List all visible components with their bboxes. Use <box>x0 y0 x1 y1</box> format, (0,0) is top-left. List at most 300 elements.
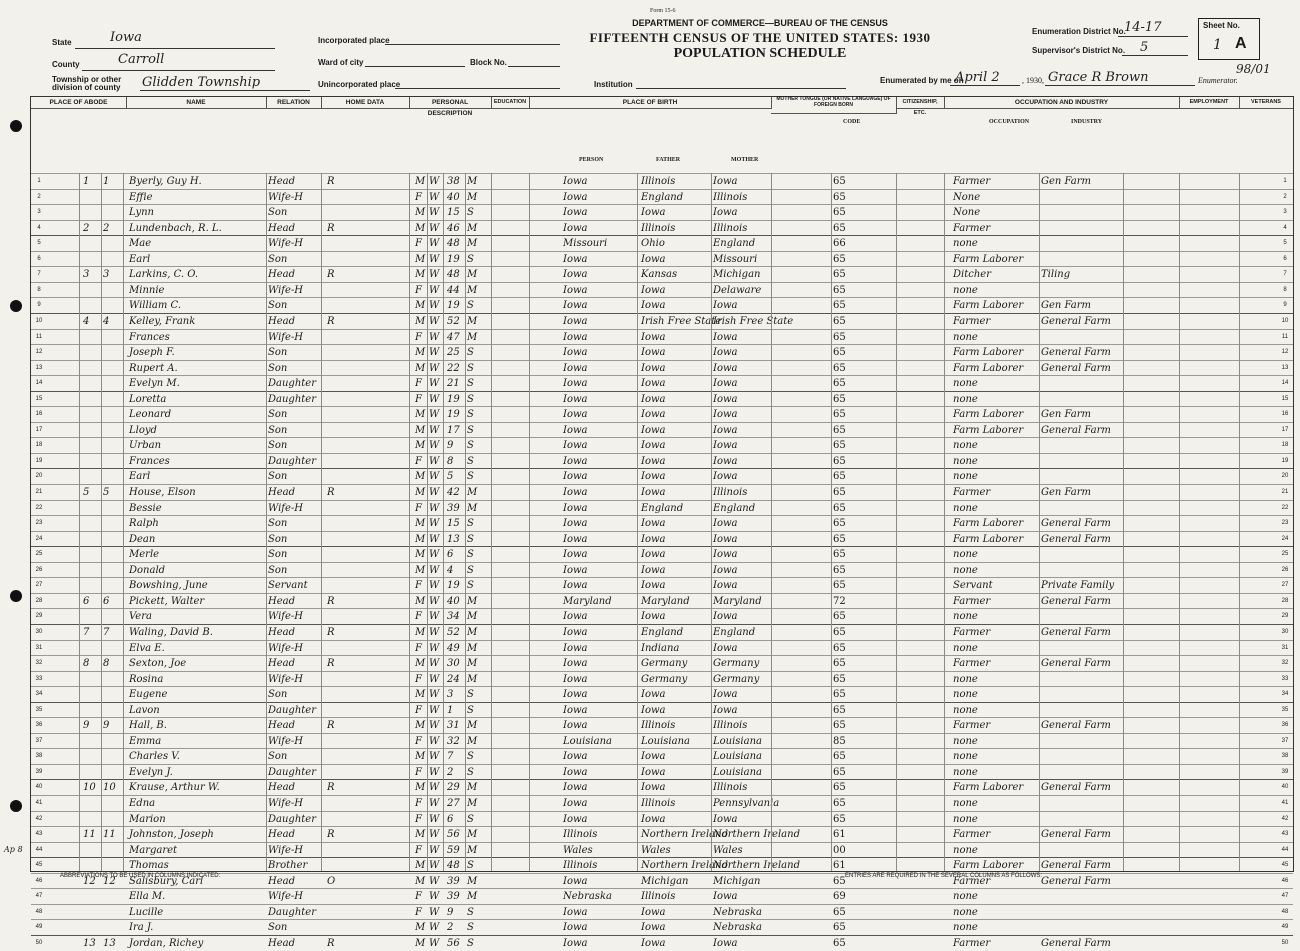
industry: Gen Farm <box>1041 300 1092 312</box>
person-name: Effie <box>129 191 153 203</box>
dwelling-number <box>83 423 101 438</box>
birthplace-father: Kansas <box>641 269 678 281</box>
birthplace-father: Iowa <box>641 471 666 483</box>
relation: Head <box>268 782 296 794</box>
person-name: Thomas <box>129 860 169 872</box>
occupation: Farmer <box>953 937 991 949</box>
home-tenure <box>327 703 339 718</box>
line-number-right: 27 <box>1281 582 1289 589</box>
occupation: Farmer <box>953 176 991 187</box>
marital-status: S <box>467 440 474 452</box>
home-tenure <box>327 843 339 858</box>
birthplace-mother: Iowa <box>713 440 738 452</box>
line-number: 5 <box>37 240 41 247</box>
table-row <box>31 717 1293 733</box>
birthplace-person: Iowa <box>563 766 588 778</box>
dwelling-number <box>83 454 101 469</box>
dwelling-number <box>83 920 101 935</box>
marital-status: S <box>467 906 474 918</box>
home-tenure <box>327 423 339 438</box>
birthplace-mother: Iowa <box>713 471 738 483</box>
birthplace-person: Iowa <box>563 533 588 545</box>
subhead-mother: MOTHER <box>731 157 759 163</box>
relation: Wife-H <box>268 891 304 903</box>
family-number <box>103 765 121 780</box>
table-row <box>31 857 1293 873</box>
table-row <box>31 873 1293 889</box>
line-number: 49 <box>35 924 43 931</box>
marital-status: M <box>467 284 478 296</box>
industry <box>1041 672 1123 687</box>
marital-status: M <box>467 735 478 747</box>
age: 40 <box>447 191 460 203</box>
nativity-code: 65 <box>833 626 846 638</box>
table-row <box>31 360 1293 376</box>
dwelling-number <box>83 812 101 827</box>
birthplace-person: Iowa <box>563 424 588 436</box>
industry <box>1041 920 1123 935</box>
home-tenure <box>327 532 339 547</box>
occupation: Farmer <box>953 626 991 638</box>
line-number: 36 <box>35 722 43 729</box>
column-divider <box>101 173 102 871</box>
line-number: 34 <box>35 691 43 698</box>
industry <box>1041 501 1123 516</box>
subhead-father: FATHER <box>656 157 681 163</box>
column-divider <box>831 173 832 871</box>
table-row <box>31 702 1293 718</box>
industry <box>1041 221 1123 236</box>
dwelling-number <box>83 765 101 780</box>
industry <box>1041 438 1123 453</box>
occupation: none <box>953 378 978 390</box>
age: 15 <box>447 207 460 219</box>
marital-status: M <box>467 222 478 234</box>
industry <box>1041 190 1123 205</box>
nativity-code: 65 <box>833 347 846 359</box>
marital-status: M <box>467 626 478 638</box>
birthplace-mother: Iowa <box>713 813 738 825</box>
enumerator-name: Grace R Brown <box>1048 70 1149 85</box>
sex: F <box>415 813 422 825</box>
birthplace-father: Iowa <box>641 253 666 265</box>
group-veterans: VETERANS <box>1239 97 1293 109</box>
person-name: Waling, David B. <box>129 626 213 638</box>
sex: M <box>415 487 426 498</box>
line-number-right: 34 <box>1281 691 1289 698</box>
person-name: Donald <box>129 564 166 576</box>
column-divider <box>944 173 945 871</box>
birthplace-father: Irish Free State <box>641 315 722 327</box>
age: 29 <box>447 782 460 794</box>
industry: General Farm <box>1041 362 1111 374</box>
industry <box>1041 843 1123 858</box>
subhead-industry: INDUSTRY <box>1071 119 1103 125</box>
birthplace-person: Iowa <box>563 331 588 343</box>
marital-status: S <box>467 347 474 359</box>
race: W <box>429 378 440 390</box>
birthplace-father: England <box>641 626 684 638</box>
marital-status: S <box>467 860 474 872</box>
group-name: NAME <box>126 97 267 109</box>
table-row <box>31 531 1293 547</box>
dwelling-number <box>83 190 101 205</box>
sex: M <box>415 626 426 638</box>
line-number-right: 20 <box>1281 473 1289 480</box>
line-number-right: 48 <box>1281 908 1289 915</box>
race: W <box>429 580 440 592</box>
birthplace-mother: Iowa <box>713 704 738 716</box>
birthplace-father: Indiana <box>641 642 680 654</box>
race: W <box>429 673 440 685</box>
relation: Son <box>268 549 288 561</box>
family-number <box>103 687 121 702</box>
race: W <box>429 611 440 623</box>
relation: Son <box>268 533 288 545</box>
occupation: Farm Laborer <box>953 253 1024 265</box>
home-tenure: R <box>327 269 335 281</box>
birthplace-father: Illinois <box>641 891 676 903</box>
birthplace-mother: England <box>713 502 756 514</box>
person-name: Bowshing, June <box>129 580 208 592</box>
nativity-code: 65 <box>833 455 846 467</box>
line-number-right: 33 <box>1281 675 1289 682</box>
birthplace-father: Northern Ireland <box>641 829 728 841</box>
nativity-code: 65 <box>833 284 846 296</box>
race: W <box>429 471 440 483</box>
family-number <box>103 920 121 935</box>
age: 15 <box>447 518 460 530</box>
nativity-code: 65 <box>833 502 846 514</box>
binder-hole <box>10 300 22 312</box>
table-row <box>31 842 1293 858</box>
table-row <box>31 468 1293 484</box>
home-tenure <box>327 734 339 749</box>
race: W <box>429 829 440 841</box>
occupation: Farm Laborer <box>953 347 1024 359</box>
birthplace-father: Germany <box>641 673 688 685</box>
marital-status: M <box>467 176 478 187</box>
industry: Gen Farm <box>1041 487 1092 498</box>
group-tongue: MOTHER TONGUE (OR NATIVE LANGUAGE) OF FOREIGN BORN <box>771 97 897 114</box>
industry: General Farm <box>1041 782 1111 794</box>
race: W <box>429 222 440 234</box>
occupation: none <box>953 751 978 763</box>
birthplace-mother: Iowa <box>713 207 738 219</box>
race: W <box>429 315 440 327</box>
person-name: Dean <box>129 533 156 545</box>
race: W <box>429 424 440 436</box>
line-number-right: 18 <box>1281 442 1289 449</box>
dwelling-number: 3 <box>83 269 90 281</box>
birthplace-person: Iowa <box>563 580 588 592</box>
line-number: 45 <box>35 862 43 869</box>
race: W <box>429 347 440 359</box>
birthplace-father: Iowa <box>641 533 666 545</box>
birthplace-person: Iowa <box>563 176 588 187</box>
marital-status: S <box>467 704 474 716</box>
age: 7 <box>447 751 454 763</box>
birthplace-person: Wales <box>563 844 593 856</box>
birthplace-person: Iowa <box>563 487 588 498</box>
column-divider <box>1239 173 1240 871</box>
line-number: 42 <box>35 815 43 822</box>
subhead-occupation: OCCUPATION <box>989 119 1030 125</box>
line-number-right: 28 <box>1281 597 1289 604</box>
column-divider <box>1179 173 1180 871</box>
table-row <box>31 640 1293 656</box>
line-number: 48 <box>35 908 43 915</box>
age: 8 <box>447 455 454 467</box>
line-number-right: 25 <box>1281 551 1289 558</box>
dwelling-number <box>83 376 101 391</box>
line-number: 6 <box>37 255 41 262</box>
occupation: Farm Laborer <box>953 362 1024 374</box>
sex: M <box>415 922 426 934</box>
birthplace-mother: Iowa <box>713 611 738 623</box>
family-number <box>103 796 121 811</box>
line-number-right: 9 <box>1283 302 1287 309</box>
industry <box>1041 609 1123 624</box>
relation: Son <box>268 300 288 312</box>
line-number-right: 46 <box>1281 877 1289 884</box>
township-value: Glidden Township <box>142 75 261 90</box>
subhead-person: PERSON <box>579 157 604 163</box>
birthplace-mother: Illinois <box>713 720 748 732</box>
line-number-right: 10 <box>1281 317 1289 324</box>
nativity-code: 65 <box>833 937 846 949</box>
person-name: Urban <box>129 440 162 452</box>
ward-label: Ward of city <box>318 58 364 67</box>
age: 44 <box>447 284 460 296</box>
marital-status: S <box>467 300 474 312</box>
nativity-code: 65 <box>833 673 846 685</box>
group-home-data: HOME DATA <box>321 97 410 109</box>
line-number: 29 <box>35 613 43 620</box>
age: 42 <box>447 487 460 498</box>
table-row <box>31 935 1293 951</box>
birthplace-father: Iowa <box>641 207 666 219</box>
race: W <box>429 518 440 530</box>
birthplace-mother: Louisiana <box>713 735 762 747</box>
relation: Wife-H <box>268 191 304 203</box>
race: W <box>429 487 440 498</box>
line-number: 27 <box>35 582 43 589</box>
marital-status: M <box>467 487 478 498</box>
line-number: 41 <box>35 800 43 806</box>
sex: M <box>415 269 426 281</box>
marital-status: M <box>467 191 478 203</box>
industry <box>1041 283 1123 298</box>
industry <box>1041 252 1123 267</box>
person-name: Lundenbach, R. L. <box>129 222 222 234</box>
column-divider <box>896 173 897 871</box>
race: W <box>429 798 440 809</box>
family-number: 10 <box>103 782 116 794</box>
table-row <box>31 453 1293 469</box>
birthplace-father: Ohio <box>641 238 665 250</box>
home-tenure <box>327 672 339 687</box>
age: 34 <box>447 611 460 623</box>
industry: General Farm <box>1041 595 1111 607</box>
relation: Head <box>268 222 296 234</box>
dwelling-number <box>83 796 101 811</box>
person-name: Evelyn M. <box>129 378 180 390</box>
industry <box>1041 905 1123 920</box>
birthplace-person: Iowa <box>563 300 588 312</box>
sex: M <box>415 860 426 872</box>
table-row <box>31 779 1293 795</box>
relation: Son <box>268 564 288 576</box>
home-tenure: R <box>327 315 335 327</box>
table-row <box>31 671 1293 687</box>
marital-status: S <box>467 424 474 436</box>
family-number: 1 <box>103 176 110 187</box>
industry: General Farm <box>1041 347 1111 359</box>
race: W <box>429 782 440 794</box>
relation: Son <box>268 471 288 483</box>
sex: F <box>415 580 422 592</box>
relation: Wife-H <box>268 798 304 809</box>
dwelling-number: 5 <box>83 487 90 498</box>
relation: Son <box>268 362 288 374</box>
birthplace-mother: Iowa <box>713 580 738 592</box>
family-number <box>103 345 121 360</box>
home-tenure: O <box>327 875 336 887</box>
family-number: 5 <box>103 487 110 498</box>
line-number-right: 3 <box>1283 209 1287 216</box>
table-row <box>31 437 1293 453</box>
nativity-code: 00 <box>833 844 846 856</box>
relation: Son <box>268 440 288 452</box>
occupation: Farmer <box>953 595 991 607</box>
industry <box>1041 469 1123 484</box>
occupation: none <box>953 502 978 514</box>
birthplace-person: Iowa <box>563 720 588 732</box>
table-row <box>31 811 1293 827</box>
race: W <box>429 658 440 670</box>
column-divider <box>491 173 492 871</box>
line-number: 1 <box>37 178 41 184</box>
relation: Wife-H <box>268 331 304 343</box>
line-number-right: 29 <box>1281 613 1289 620</box>
line-number: 13 <box>35 364 43 371</box>
sex: F <box>415 393 422 405</box>
sex: M <box>415 751 426 763</box>
occupation: none <box>953 906 978 918</box>
relation: Head <box>268 658 296 670</box>
race: W <box>429 331 440 343</box>
occupation: none <box>953 735 978 747</box>
line-number: 3 <box>37 209 41 216</box>
line-number: 33 <box>35 675 43 682</box>
age: 2 <box>447 922 454 934</box>
marital-status: M <box>467 798 478 809</box>
age: 19 <box>447 409 460 421</box>
birthplace-mother: Illinois <box>713 191 748 203</box>
age: 39 <box>447 502 460 514</box>
industry <box>1041 454 1123 469</box>
column-divider <box>427 173 428 871</box>
sex: M <box>415 300 426 312</box>
birthplace-father: Iowa <box>641 409 666 421</box>
table-row <box>31 173 1293 189</box>
birthplace-person: Iowa <box>563 471 588 483</box>
occupation: none <box>953 611 978 623</box>
person-name: Earl <box>129 471 151 483</box>
family-number: 11 <box>103 829 116 841</box>
sex: M <box>415 207 426 219</box>
marital-status: M <box>467 844 478 856</box>
table-row <box>31 608 1293 624</box>
dwelling-number <box>83 889 101 904</box>
marital-status: M <box>467 891 478 903</box>
person-name: Evelyn J. <box>129 766 173 778</box>
race: W <box>429 922 440 934</box>
age: 52 <box>447 315 460 327</box>
birthplace-father: England <box>641 502 684 514</box>
relation: Son <box>268 518 288 530</box>
race: W <box>429 751 440 763</box>
dwelling-number <box>83 392 101 407</box>
age: 5 <box>447 471 454 483</box>
schedule-title: POPULATION SCHEDULE <box>673 46 847 61</box>
race: W <box>429 253 440 265</box>
person-name: Marion <box>129 813 166 825</box>
person-name: Edna <box>129 798 156 809</box>
township-label: Township or other division of county <box>52 75 122 92</box>
line-number-right: 22 <box>1281 504 1289 511</box>
nativity-code: 65 <box>833 922 846 934</box>
birthplace-mother: Iowa <box>713 424 738 436</box>
line-number-right: 35 <box>1281 706 1289 713</box>
sheet-label: Sheet No. <box>1203 21 1240 30</box>
relation: Son <box>268 253 288 265</box>
birthplace-father: Iowa <box>641 440 666 452</box>
line-number: 40 <box>35 784 43 791</box>
birthplace-father: Michigan <box>641 875 689 887</box>
person-name: House, Elson <box>129 487 196 498</box>
sex: M <box>415 440 426 452</box>
birthplace-person: Maryland <box>563 595 612 607</box>
column-divider <box>465 173 466 871</box>
occupation: Farm Laborer <box>953 424 1024 436</box>
birthplace-mother: Pennsylvania <box>713 798 780 809</box>
nativity-code: 65 <box>833 704 846 716</box>
column-divider <box>529 173 530 871</box>
nativity-code: 65 <box>833 409 846 421</box>
age: 48 <box>447 860 460 872</box>
family-number: 9 <box>103 720 110 732</box>
footer-abbrev: ABBREVIATIONS TO BE USED IN COLUMNS INDICATED: <box>60 873 221 879</box>
line-number-right: 14 <box>1281 380 1289 387</box>
marital-status: S <box>467 409 474 421</box>
nativity-code: 65 <box>833 269 846 281</box>
sex: F <box>415 191 422 203</box>
column-divider <box>409 173 410 871</box>
nativity-code: 65 <box>833 658 846 670</box>
birthplace-person: Iowa <box>563 440 588 452</box>
race: W <box>429 626 440 638</box>
dwelling-number: 1 <box>83 176 90 187</box>
sheet-number-box <box>1198 18 1260 60</box>
age: 24 <box>447 673 460 685</box>
person-name: Rupert A. <box>129 362 178 374</box>
dwelling-number <box>83 438 101 453</box>
nativity-code: 65 <box>833 642 846 654</box>
marital-status: M <box>467 611 478 623</box>
corner-stamp: 98/01 <box>1236 62 1271 76</box>
